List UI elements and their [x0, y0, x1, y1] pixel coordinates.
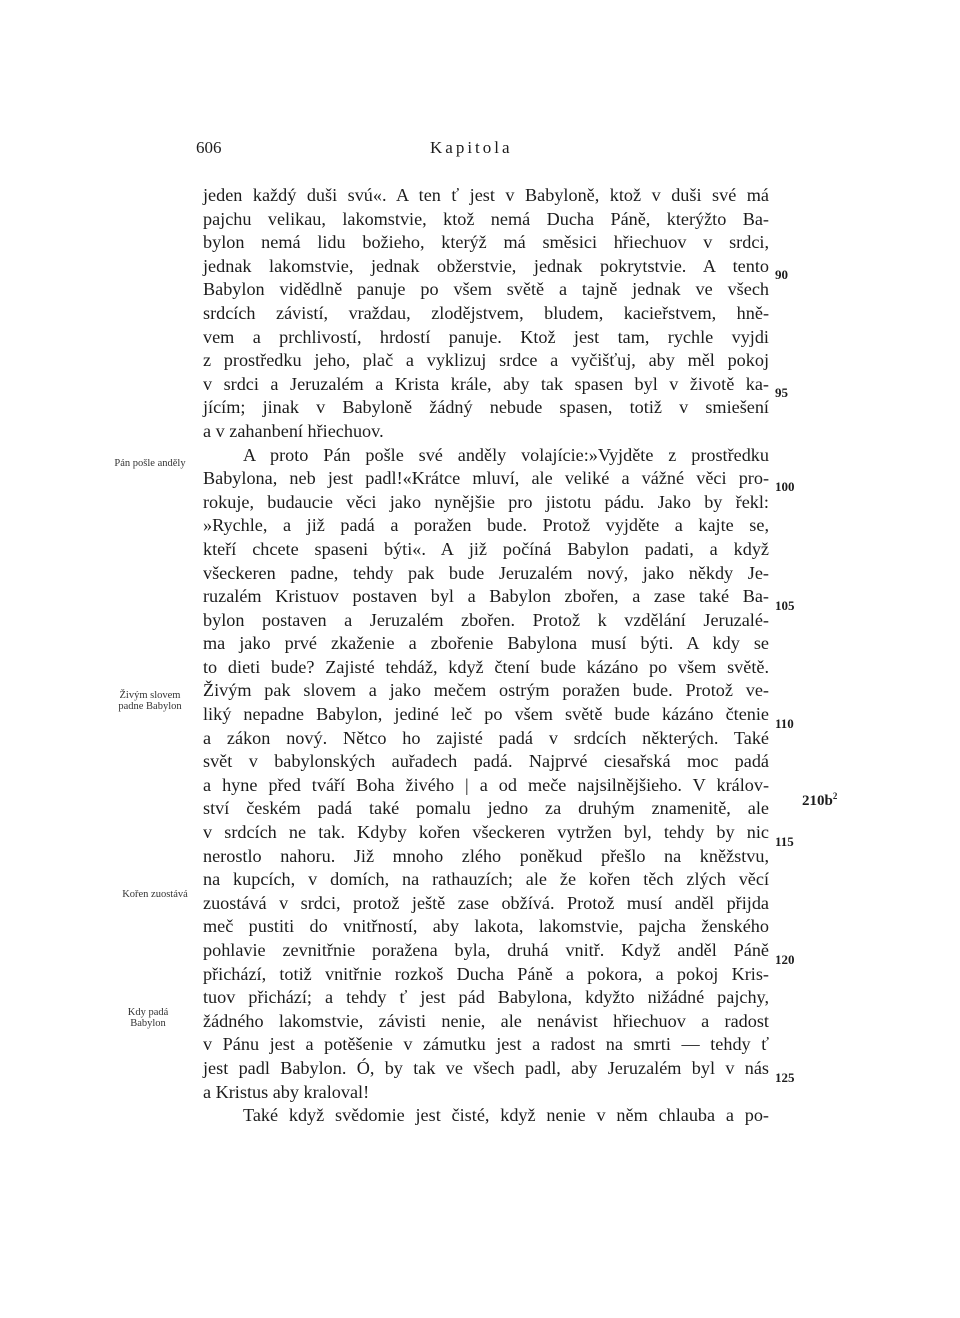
running-head: Kapitola — [430, 138, 513, 157]
text-line: ruzalém Kristuov postaven byl a Babylon zbořen, a zase také Ba- — [203, 586, 769, 607]
text-line: v srdci a Jeruzalém a Krista krále, aby tak spasen byl v životě ka- — [203, 373, 769, 394]
text-line: vem a prchlivostí, hrdostí panuje. Ktož jest tam, rychle vyjdi — [203, 326, 769, 347]
marginal-note-line: Kdy padá — [127, 1007, 169, 1018]
text-line: a v zahanbení hřiechuov. — [203, 420, 384, 441]
text-line: jednak lakomstvie, jednak obžerstvie, jednak pokrytstvie. A tento — [203, 255, 769, 276]
marginal-note-line: Živým slovem — [119, 690, 181, 701]
text-line: přichází, totiž vnitřnie rozkoš Ducha Páně a pokora, a pokoj Kris- — [203, 963, 769, 984]
text-line: ství českém padá také pomalu jedno za druhým znamenitě, ale — [203, 798, 769, 819]
text-line: jest padl Babylon. Ó, by tak ve všech padl, aby Jeruzalém byl v nás — [203, 1057, 769, 1078]
folio-superscript: 2 — [832, 791, 838, 801]
text-line: v srdcích ne tak. Kdyby kořen všeckeren vytržen byl, tehdy by nic — [203, 822, 769, 843]
line-number: 120 — [775, 952, 795, 967]
text-line: žádného lakomstvie, závisti nenie, ale nenávist hřiechuov a radost — [203, 1010, 769, 1031]
text-line: pajchu velikau, lakomstvie, ktož nemá Ducha Páně, kterýžto Ba- — [203, 208, 769, 229]
text-line: rokuje, budaucie věci jako nynějšie pro jistotu pádu. Jako by řekl: — [203, 491, 769, 512]
text-line: v Pánu jest a potěšenie v zámutku jest a radost na smrti — tehdy ť — [203, 1034, 769, 1055]
marginal-note-line: padne Babylon — [118, 701, 182, 712]
text-line: nerostlo nahoru. Již mnoho zlého poněkud přešlo na kněžstvu, — [203, 845, 769, 866]
text-line: zuostává v srdci, protož ještě zase obžívá. Protož musí anděl přijda — [203, 892, 769, 913]
text-line: bylon postaven a Jeruzalém zbořen. Protož k vzdělání Jeruzalé- — [203, 609, 769, 630]
marginal-note — [108, 1007, 188, 1029]
line-number: 105 — [775, 598, 795, 613]
marginal-note: Kořen zuostává — [122, 889, 188, 900]
line-number: 95 — [775, 385, 788, 400]
text-line: svět v babylonských auřadech padá. Najprvé ciesařská moc padá — [203, 751, 769, 772]
text-line: »Rychle, a již padá a poražen bude. Protož vyjděte a kajte se, — [203, 515, 769, 536]
page-number: 606 — [196, 138, 222, 157]
text-line: a zákon nový. Nětco ho zajisté padá v srdcích některých. Také — [203, 727, 769, 748]
text-line: jícím; jinak v Babyloně žádný nebude spasen, totiž v smiešení — [203, 397, 769, 418]
text-line: ma jako prvé zkaženie a zbořenie Babylona musí býti. A kdy se — [203, 633, 769, 654]
text-line: Živým pak slovem a jako mečem ostrým poražen bude. Protož ve- — [203, 680, 769, 701]
folio-marker — [802, 791, 837, 810]
text-line: a hyne před tváří Boha živého | a od meče najsilnějšieho. V králov- — [203, 774, 769, 795]
text-line: jeden každý duši svú«. A ten ť jest v Babyloně, ktož v duši své má — [203, 185, 769, 205]
text-line: to dieti bude? Zajisté tehdáž, když čtení bude kázáno po všem světě. — [203, 656, 769, 677]
text-line: tuov přichází; a tehdy ť jest pád Babylona, kdyžto nižádné pajchy, — [203, 987, 769, 1008]
line-number: 115 — [775, 834, 794, 849]
main-text — [203, 184, 769, 1128]
marginal-note — [103, 690, 197, 712]
text-line: všeckeren padne, tehdy pak bude Jeruzalém nový, jako někdy Je- — [203, 562, 769, 583]
text-line: kteří chcete spaseni býti«. A již počíná Babylon padati, a když — [203, 538, 769, 559]
line-number: 90 — [775, 267, 788, 282]
text-line: A proto Pán pošle své anděly volajície:»Vyjděte z prostředku — [243, 444, 769, 465]
folio-main: 210b — [802, 793, 833, 809]
text-line: Také když svědomie jest čisté, když nenie v něm chlauba a po- — [243, 1105, 769, 1126]
line-number: 100 — [775, 479, 795, 494]
line-number: 125 — [775, 1070, 795, 1085]
text-line: Babylon vidědlně panuje po všem světě a tajně jednak ve všech — [203, 279, 769, 300]
text-line: liký nepadne Babylon, jediné leč po všem světě bude kázáno čtenie — [203, 704, 769, 725]
text-line: a Kristus aby kraloval! — [203, 1081, 370, 1102]
line-number: 110 — [775, 716, 794, 731]
text-line: bylon nemá lidu božieho, kterýž má směsici hřiechuov v srdci, — [203, 232, 769, 253]
text-line: na kupcích, v domích, na rathauzích; ale že kořen těch zlých věcí — [203, 869, 769, 890]
text-line: pohlavie zevnitřnie poražena byla, druhá vnitř. Když anděl Páně — [203, 940, 769, 960]
text-line: Babylona, neb jest padl!«Krátce mluví, ale veliké a vážné věci pro- — [203, 468, 769, 489]
text-line: z prostředku jeho, plač a vyklizuj srdce a vyčišťuj, aby měl pokoj — [203, 350, 769, 371]
text-line: meč pustiti do vnitřností, aby lakota, lakomstvie, pajcha ženského — [203, 916, 769, 937]
marginal-note-line: Babylon — [130, 1018, 166, 1029]
text-line: srdcích závistí, vraždau, zlodějstvem, bludem, kacieřstvem, hně- — [203, 302, 769, 323]
marginal-note: Pán pošle anděly — [114, 458, 186, 469]
